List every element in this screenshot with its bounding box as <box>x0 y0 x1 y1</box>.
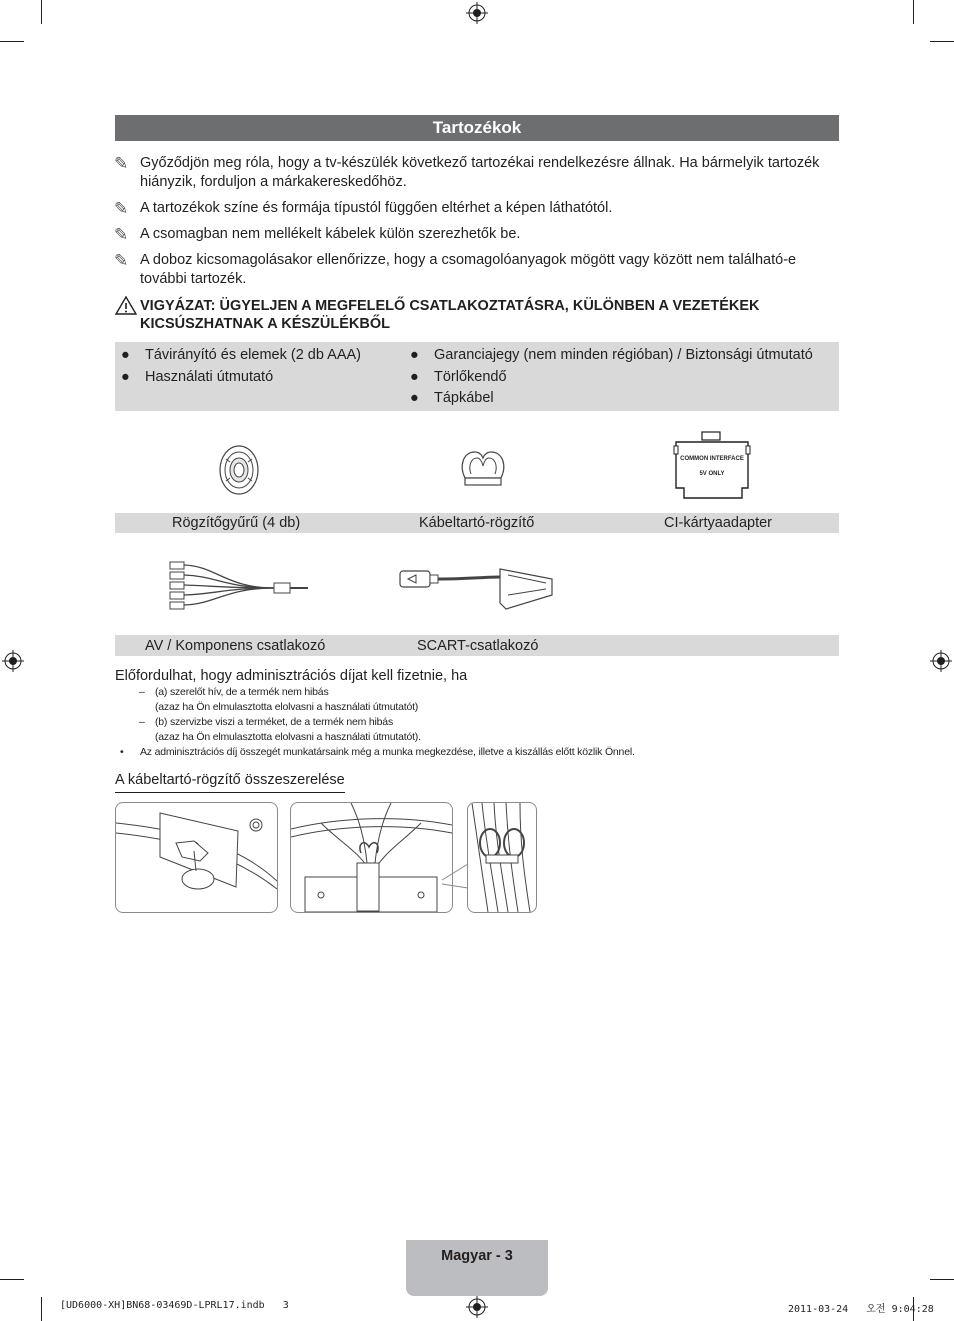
accessory-label: Tápkábel <box>434 390 494 406</box>
accessory-item <box>410 345 813 366</box>
crop-mark <box>930 41 954 42</box>
caption-row <box>115 513 839 533</box>
bullet-icon: ● <box>410 347 419 363</box>
crop-mark <box>913 0 914 24</box>
caption-scart: SCART-csatlakozó <box>417 638 539 654</box>
accessory-item <box>410 388 494 409</box>
print-meta-left: [UD6000-XH]BN68-03469D-LPRL17.indb 3 <box>60 1300 289 1311</box>
ci-card-text: 5V ONLY <box>699 471 725 477</box>
registration-mark-icon <box>466 1296 488 1318</box>
note-text: A doboz kicsomagolásakor ellenőrizze, hogy a csomagolóanyagok mögött vagy között nem található-e további tartozék. <box>140 252 797 287</box>
pencil-note-icon: ✎ <box>114 225 129 244</box>
caption-av-component: AV / Komponens csatlakozó <box>145 638 326 654</box>
caption-holder-ring: Rögzítőgyűrű (4 db) <box>172 515 301 531</box>
crop-mark <box>0 41 24 42</box>
fee-item-line: (a) szerelőt hív, de a termék nem hibás <box>155 686 329 698</box>
assembly-step-1-image <box>115 802 278 913</box>
fee-item-line: (b) szervizbe viszi a terméket, de a termék nem hibás <box>155 716 393 728</box>
note-text: A tartozékok színe és formája típustól függően eltérhet a képen láthatótól. <box>140 200 613 216</box>
bullet-icon: • <box>120 746 124 758</box>
accessory-label: Garanciajegy (nem minden régióban) / Biztonsági útmutató <box>434 347 813 363</box>
bullet-icon: ● <box>121 347 130 363</box>
caption-cable-holder: Kábeltartó-rögzítő <box>419 515 535 531</box>
assembly-step-2-image <box>290 802 453 913</box>
caption-row <box>115 635 839 656</box>
registration-mark-icon <box>466 2 488 24</box>
note-item <box>114 225 840 244</box>
pencil-note-icon: ✎ <box>114 154 129 173</box>
scart-connector-icon <box>396 565 556 615</box>
bullet-icon: ● <box>410 390 419 406</box>
accessory-label: Törlőkendő <box>434 369 507 385</box>
note-text: A csomagban nem mellékelt kábelek külön szerezhetők be. <box>140 226 521 242</box>
accessory-label: Használati útmutató <box>145 369 274 385</box>
bullet-icon: ● <box>121 369 130 385</box>
crop-mark <box>930 1279 954 1280</box>
registration-mark-icon <box>2 650 24 672</box>
pencil-note-icon: ✎ <box>114 251 129 270</box>
dash-icon: – <box>139 716 145 728</box>
av-component-cable-icon <box>166 558 312 618</box>
accessory-item <box>121 345 361 366</box>
ci-card-adapter-icon <box>672 430 752 506</box>
note-item <box>114 199 840 218</box>
pencil-note-icon: ✎ <box>114 199 129 218</box>
fee-bullet <box>120 745 635 760</box>
bullet-icon: ● <box>410 369 419 385</box>
fee-intro: Előfordulhat, hogy adminisztrációs díjat kell fizetnie, ha <box>115 668 468 684</box>
caption-ci-card-adapter: CI-kártyaadapter <box>664 515 772 531</box>
fee-item <box>139 685 419 715</box>
warning-triangle-icon <box>115 296 137 315</box>
accessory-item <box>410 367 507 388</box>
fee-item-line: (azaz ha Ön elmulasztotta elolvasni a használati útmutatót). <box>155 731 421 743</box>
note-item <box>114 251 830 289</box>
accessory-item <box>121 367 274 388</box>
ci-card-text: COMMON INTERFACE <box>680 456 744 462</box>
fee-bullet-text: Az adminisztrációs díj összegét munkatársaink még a munka megkezdése, illetve a kiszállás előtt közlik Önnel. <box>140 746 635 758</box>
warning-text: VIGYÁZAT: ÜGYELJEN A MEGFELELŐ CSATLAKOZTATÁSRA, KÜLÖNBEN A VEZETÉKEK KICSÚSZHATNAK A KÉSZÜLÉKBŐL <box>140 298 760 332</box>
note-item <box>114 154 840 192</box>
fee-item-line: (azaz ha Ön elmulasztotta elolvasni a használati útmutatót) <box>155 701 419 713</box>
accessory-label: Távirányító és elemek (2 db AAA) <box>145 347 361 363</box>
note-text: Győződjön meg róla, hogy a tv-készülék következő tartozékai rendelkezésre állnak. Ha bármelyik tartozék hiányzik, forduljon a márkakereskedőhöz. <box>140 155 820 190</box>
registration-mark-icon <box>930 650 952 672</box>
assembly-step-3-image <box>467 802 537 913</box>
crop-mark <box>41 0 42 24</box>
holder-ring-icon <box>218 444 260 496</box>
dash-icon: – <box>139 686 145 698</box>
assembly-heading: A kábeltartó-rögzítő összeszerelése <box>115 771 345 793</box>
section-title: Tartozékok <box>115 115 839 141</box>
zoom-connector-line <box>440 860 470 890</box>
print-meta-right: 2011-03-24 오전 9:04:28 <box>788 1304 934 1315</box>
page-number-label: Magyar - 3 <box>406 1240 548 1296</box>
cable-holder-icon <box>459 448 507 488</box>
crop-mark <box>41 1297 42 1321</box>
crop-mark <box>0 1279 24 1280</box>
fee-item <box>139 715 421 745</box>
